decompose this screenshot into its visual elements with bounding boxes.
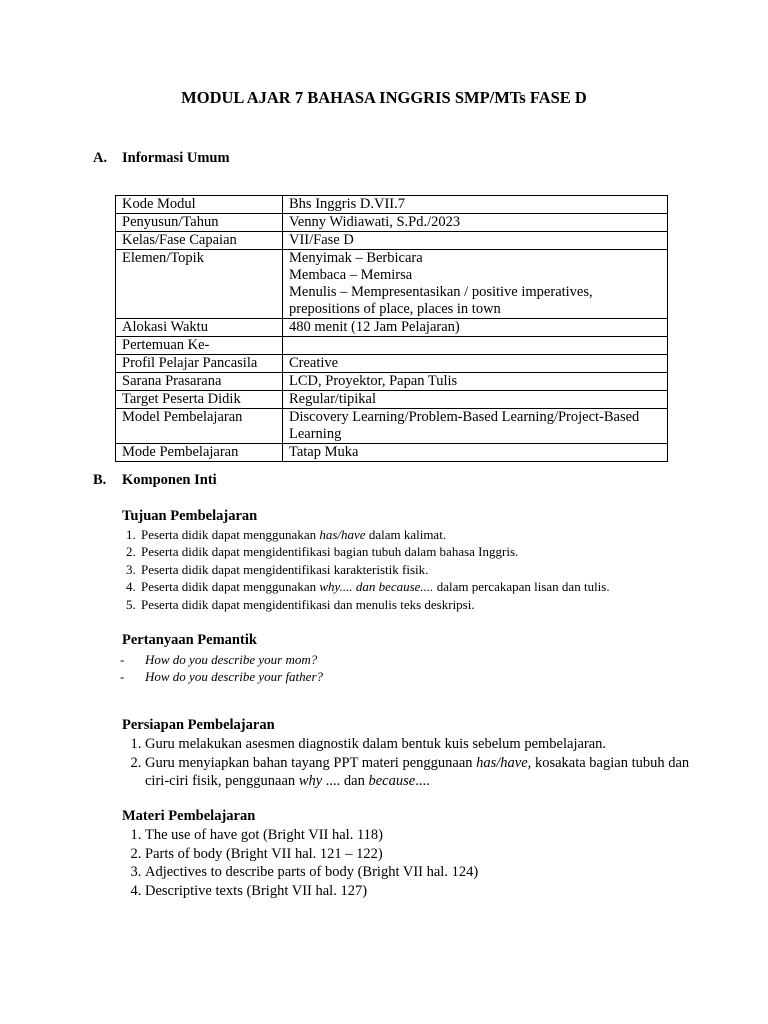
document-title: MODUL AJAR 7 BAHASA INGGRIS SMP/MTs FASE D — [181, 88, 587, 107]
info-table — [115, 195, 668, 462]
table-value: 480 menit (12 Jam Pelajaran) — [283, 319, 668, 337]
table-key: Mode Pembelajaran — [116, 444, 283, 462]
table-row — [116, 196, 668, 214]
table-row — [116, 214, 668, 232]
section-b-title: Komponen Inti — [122, 472, 217, 488]
list-item: 1. Guru melakukan asesmen diagnostik dalam bentuk kuis sebelum pembelajaran. — [145, 735, 705, 754]
section-b-heading — [93, 472, 217, 489]
table-row — [116, 232, 668, 250]
table-key: Elemen/Topik — [116, 250, 283, 319]
pemantik-heading: Pertanyaan Pemantik — [122, 632, 257, 648]
table-row — [116, 250, 668, 319]
table-value: Creative — [283, 355, 668, 373]
table-row — [116, 355, 668, 373]
table-key: Pertemuan Ke- — [116, 337, 283, 355]
table-value-line: Menyimak – Berbicara — [289, 250, 423, 266]
dash-bullet: - — [120, 652, 125, 667]
table-value: LCD, Proyektor, Papan Tulis — [283, 373, 668, 391]
list-item: 5. Peserta didik dapat mengidentifikasi dan menulis teks deskripsi. — [139, 596, 610, 613]
list-item: 1. Peserta didik dapat menggunakan has/have dalam kalimat. — [139, 526, 610, 543]
list-item: 2. Guru menyiapkan bahan tayang PPT materi penggunaan has/have, kosakata bagian tubuh dan ciri-ciri fisik, penggunaan why .... dan because.... — [145, 754, 705, 791]
section-a-heading — [93, 150, 230, 167]
list-item: 4. Descriptive texts (Bright VII hal. 127) — [145, 882, 705, 901]
list-item: 3. Adjectives to describe parts of body (Bright VII hal. 124) — [145, 863, 705, 882]
table-row — [116, 373, 668, 391]
section-b-letter: B. — [93, 472, 107, 488]
persiapan-list — [119, 735, 705, 791]
persiapan-heading: Persiapan Pembelajaran — [122, 717, 275, 733]
table-value-line: Menulis – Mempresentasikan / positive imperatives, prepositions of place, places in town — [289, 284, 593, 317]
table-row — [116, 391, 668, 409]
table-key: Penyusun/Tahun — [116, 214, 283, 232]
table-row — [116, 409, 668, 444]
table-row — [116, 337, 668, 355]
table-key: Sarana Prasarana — [116, 373, 283, 391]
table-value — [283, 250, 668, 319]
table-key: Kode Modul — [116, 196, 283, 214]
table-value: Venny Widiawati, S.Pd./2023 — [283, 214, 668, 232]
table-key: Kelas/Fase Capaian — [116, 232, 283, 250]
tujuan-heading: Tujuan Pembelajaran — [122, 508, 258, 524]
table-key: Alokasi Waktu — [116, 319, 283, 337]
list-item: 2. Peserta didik dapat mengidentifikasi bagian tubuh dalam bahasa Inggris. — [139, 543, 610, 560]
table-key: Model Pembelajaran — [116, 409, 283, 444]
table-value-line: Membaca – Memirsa — [289, 267, 413, 283]
list-item: - How do you describe your mom? — [120, 652, 318, 667]
table-row — [116, 319, 668, 337]
section-a-title: Informasi Umum — [122, 150, 230, 166]
table-value: VII/Fase D — [283, 232, 668, 250]
table-value: Bhs Inggris D.VII.7 — [283, 196, 668, 214]
table-value — [283, 337, 668, 355]
dash-bullet: - — [120, 669, 125, 684]
table-value: Regular/tipikal — [283, 391, 668, 409]
table-value: Discovery Learning/Problem-Based Learning/Project-Based Learning — [283, 409, 668, 444]
list-item: - How do you describe your father? — [120, 669, 324, 684]
table-key: Target Peserta Didik — [116, 391, 283, 409]
materi-list — [119, 826, 705, 900]
table-key: Profil Pelajar Pancasila — [116, 355, 283, 373]
list-item: 4. Peserta didik dapat menggunakan why.... dan because.... dalam percakapan lisan dan tulis. — [139, 578, 610, 595]
materi-heading: Materi Pembelajaran — [122, 808, 256, 824]
list-item: 2. Parts of body (Bright VII hal. 121 – 122) — [145, 845, 705, 864]
list-item: 1. The use of have got (Bright VII hal. 118) — [145, 826, 705, 845]
tujuan-list — [115, 526, 610, 613]
list-item: 3. Peserta didik dapat mengidentifikasi karakteristik fisik. — [139, 561, 610, 578]
pemantik-list — [120, 651, 323, 685]
table-row — [116, 444, 668, 462]
table-value: Tatap Muka — [283, 444, 668, 462]
section-a-letter: A. — [93, 150, 108, 166]
